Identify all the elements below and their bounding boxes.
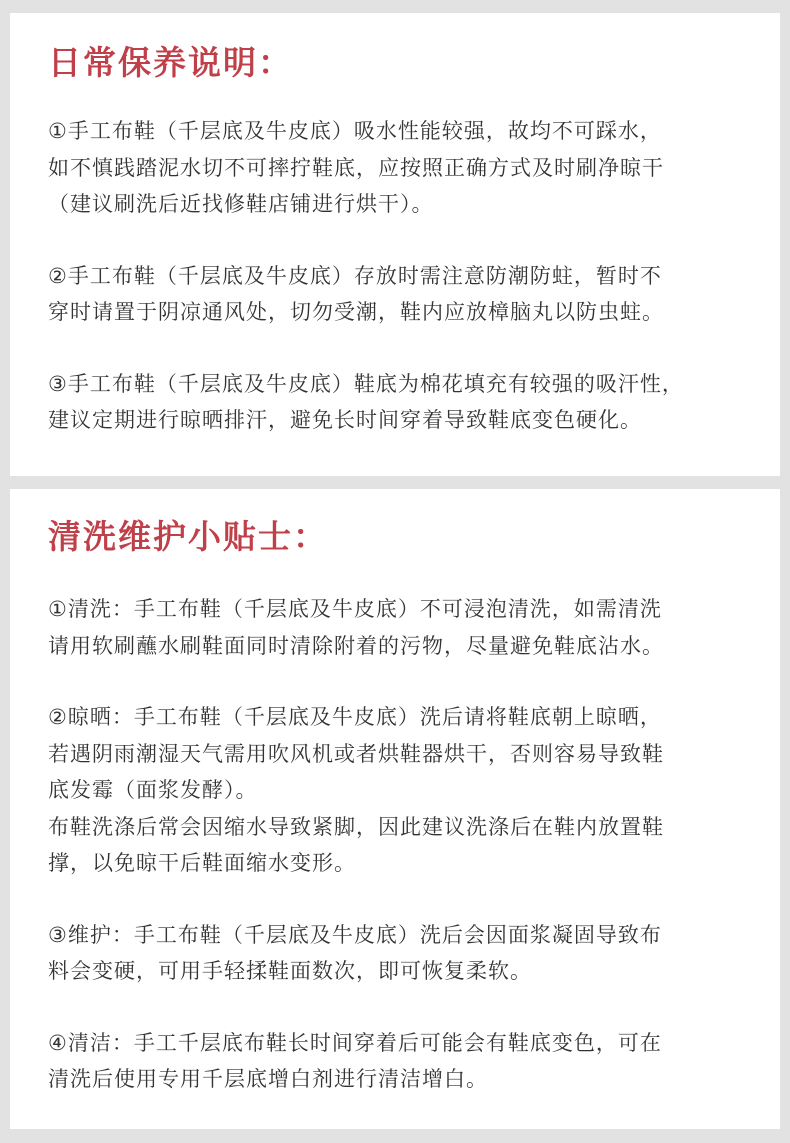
- text-line: ④清洁：手工千层底布鞋长时间穿着后可能会有鞋底变色，可在: [48, 1030, 662, 1055]
- text-line: 如不慎践踏泥水切不可摔拧鞋底，应按照正确方式及时刷净晾干: [48, 155, 664, 180]
- clean-paragraph-1: [48, 591, 780, 664]
- cleaning-tips-title: 清洗维护小贴士：: [48, 517, 328, 556]
- clean-paragraph-2: [48, 699, 780, 882]
- text-line: ②晾晒：手工布鞋（千层底及牛皮底）洗后请将鞋底朝上晾晒，: [48, 705, 662, 729]
- text-line: ③维护：手工布鞋（千层底及牛皮底）洗后会因面浆凝固导致布: [48, 922, 662, 947]
- text-line: 料会变硬，可用手轻揉鞋面数次，即可恢复柔软。: [48, 959, 532, 983]
- care-paragraph-2: [48, 258, 780, 331]
- text-line: ①清洗：手工布鞋（千层底及牛皮底）不可浸泡清洗，如需清洗: [48, 597, 662, 621]
- text-line: ①手工布鞋（千层底及牛皮底）吸水性能较强，故均不可踩水，: [48, 119, 662, 143]
- daily-care-card: [10, 13, 780, 476]
- text-line: 底发霉（面浆发酵）。: [48, 778, 258, 802]
- text-line: ③手工布鞋（千层底及牛皮底）鞋底为棉花填充有较强的吸汗性，: [48, 371, 684, 396]
- text-line: 布鞋洗涤后常会因缩水导致紧脚，因此建议洗涤后在鞋内放置鞋: [48, 814, 664, 839]
- care-paragraph-1: [48, 113, 780, 223]
- text-line: 建议定期进行晾晒排汗，避免长时间穿着导致鞋底变色硬化。: [48, 408, 642, 432]
- text-line: 若遇阴雨潮湿天气需用吹风机或者烘鞋器烘干，否则容易导致鞋: [48, 741, 664, 766]
- text-line: （建议刷洗后近找修鞋店铺进行烘干）。: [48, 192, 434, 216]
- text-line: 穿时请置于阴凉通风处，切勿受潮，鞋内应放樟脑丸以防虫蛀。: [48, 300, 664, 324]
- care-paragraph-3: [48, 366, 780, 439]
- text-line: 请用软刷蘸水刷鞋面同时清除附着的污物，尽量避免鞋底沾水。: [48, 633, 664, 658]
- text-line: 撑，以免晾干后鞋面缩水变形。: [48, 851, 356, 875]
- clean-paragraph-3: [48, 917, 780, 990]
- text-line: 清洗后使用专用千层底增白剂进行清洁增白。: [48, 1067, 488, 1091]
- cleaning-tips-card: [10, 489, 780, 1129]
- clean-paragraph-4: [48, 1025, 780, 1098]
- text-line: ②手工布鞋（千层底及牛皮底）存放时需注意防潮防蛀，暂时不: [48, 263, 662, 288]
- daily-care-title: 日常保养说明：: [48, 43, 293, 82]
